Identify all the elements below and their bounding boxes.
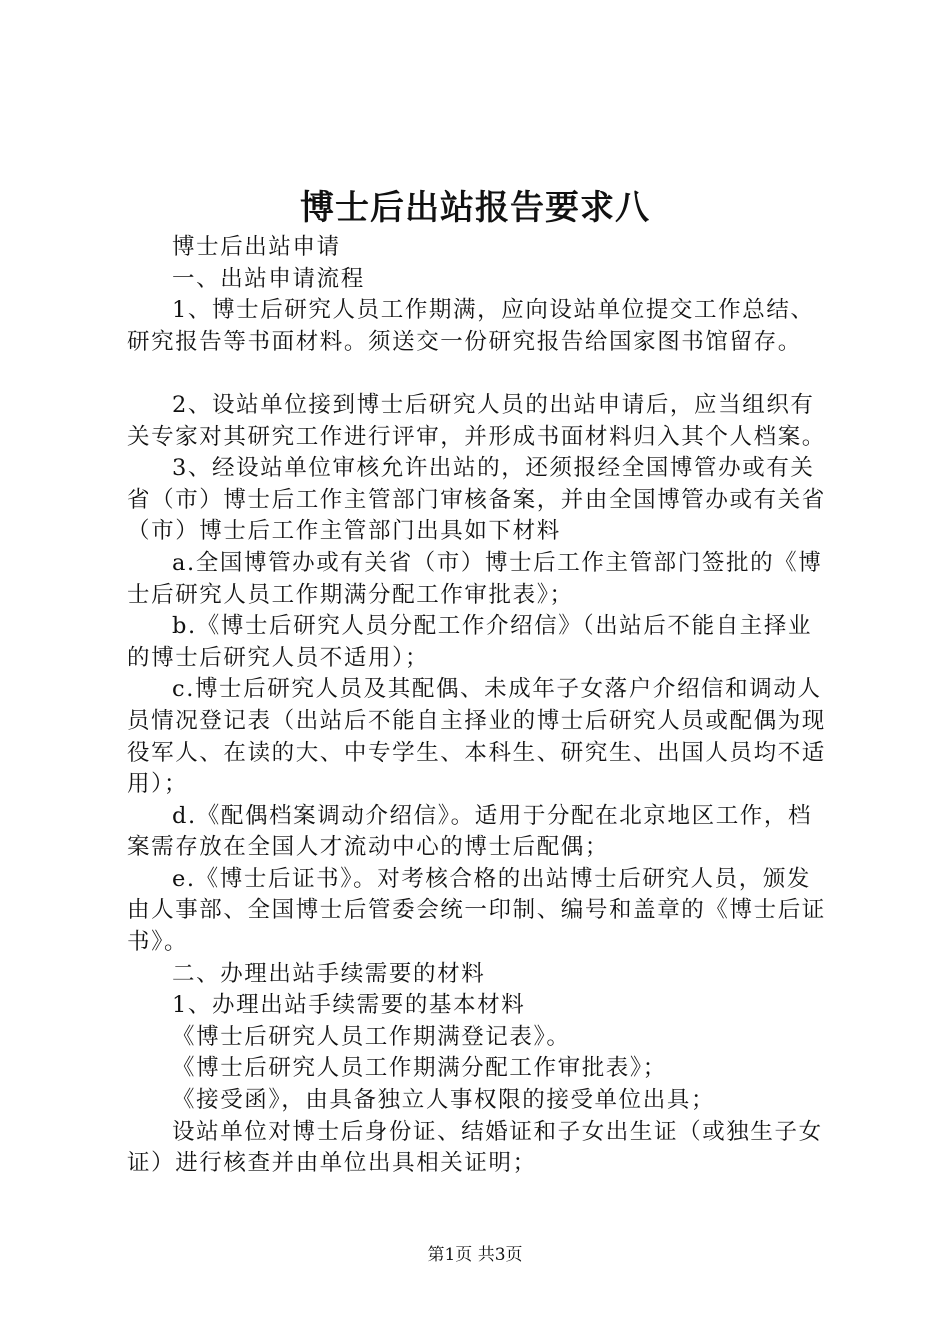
document-body bbox=[127, 232, 833, 1180]
list-item: c.博士后研究人员及其配偶、未成年子女落户介绍信和调动人员情况登记表（出站后不能自主择业的博士后研究人员或配偶为现役军人、在读的大、中专学生、本科生、研究生、出国人员均不适用）； bbox=[127, 676, 826, 798]
list-item: d.《配偶档案调动介绍信》。适用于分配在北京地区工作，档案需存放在全国人才流动中心的博士后配偶； bbox=[127, 802, 813, 861]
paragraph: 3、经设站单位审核允许出站的，还须报经全国博管办或有关省（市）博士后工作主管部门审核备案，并由全国博管办或有关省（市）博士后工作主管部门出具如下材料 bbox=[127, 455, 826, 545]
section-heading: 二、办理出站手续需要的材料 bbox=[172, 960, 486, 987]
paragraph: 《博士后研究人员工作期满登记表》。 bbox=[172, 1023, 571, 1050]
paragraph: 博士后出站申请 bbox=[172, 234, 341, 260]
paragraph: 1、博士后研究人员工作期满，应向设站单位提交工作总结、研究报告等书面材料。须送交一份研究报告给国家图书馆留存。 bbox=[127, 297, 815, 355]
page-footer: 第1页 共3页 bbox=[427, 1245, 523, 1265]
subsection-heading: 1、办理出站手续需要的基本材料 bbox=[172, 992, 526, 1019]
paragraph: 《博士后研究人员工作期满分配工作审批表》； bbox=[172, 1055, 667, 1082]
section-heading: 一、出站申请流程 bbox=[172, 265, 365, 292]
list-item: b.《博士后研究人员分配工作介绍信》（出站后不能自主择业的博士后研究人员不适用）； bbox=[127, 613, 813, 671]
paragraph: 2、设站单位接到博士后研究人员的出站申请后，应当组织有关专家对其研究工作进行评审，并形成书面材料归入其个人档案。 bbox=[127, 391, 826, 450]
list-item: a.全国博管办或有关省（市）博士后工作主管部门签批的《博士后研究人员工作期满分配工作审批表》； bbox=[127, 549, 823, 608]
paragraph: 《接受函》，由具备独立人事权限的接受单位出具； bbox=[172, 1087, 716, 1114]
document-title: 博士后出站报告要求八 bbox=[300, 188, 650, 228]
paragraph: 设站单位对博士后身份证、结婚证和子女出生证（或独生子女证）进行核查并由单位出具相关证明； bbox=[127, 1118, 823, 1177]
list-item: e.《博士后证书》。对考核合格的出站博士后研究人员，颁发由人事部、全国博士后管委会统一印制、编号和盖章的《博士后证书》。 bbox=[127, 865, 826, 956]
